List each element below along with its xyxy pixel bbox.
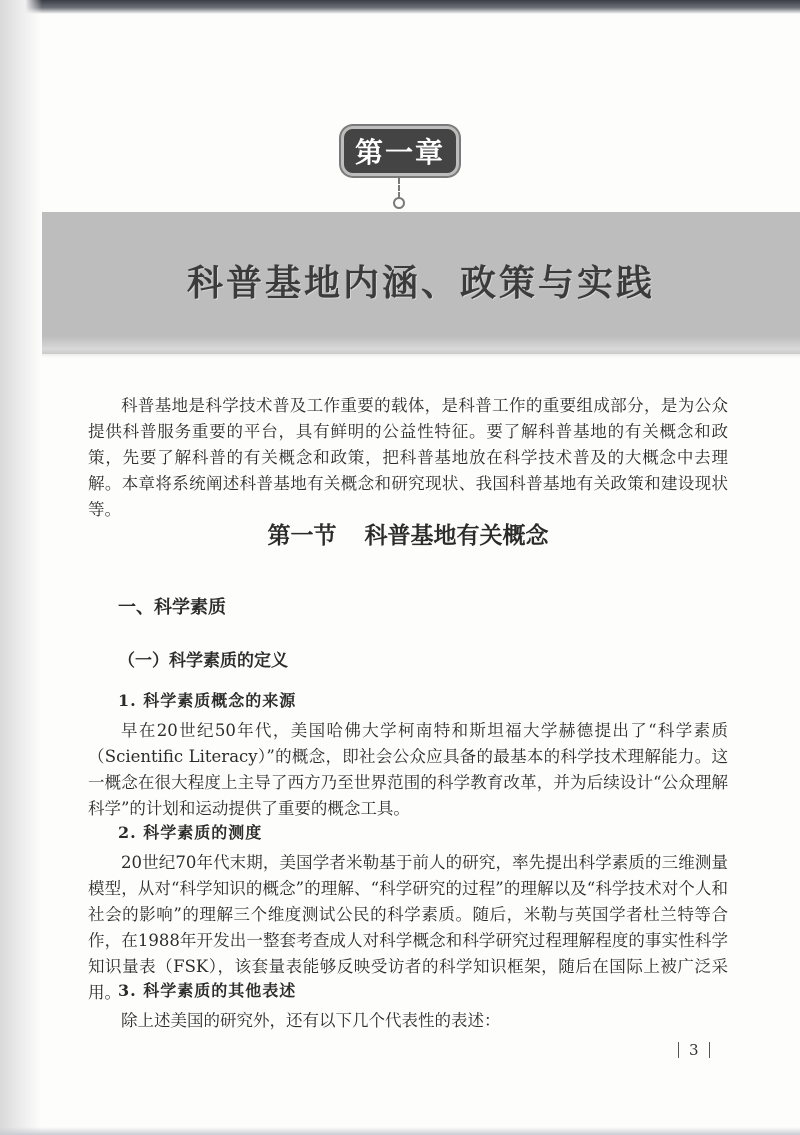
intro-paragraph: 科普基地是科学技术普及工作重要的载体，是科普工作的重要组成部分，是为公众提供科普服务重要的平台，具有鲜明的公益性特征。要了解科普基地的有关概念和政策，先要了解科普的有关概念和政策，把科普基地放在科学技术普及的大概念中去理解。本章将系统阐述科普基地有关概念和研究现状、我国科普基地有关政策和建设现状等。 (88, 396, 728, 519)
item-paragraph-3: 除上述美国的研究外，还有以下几个代表性的表述： (121, 1011, 501, 1030)
item-heading-2: 2. 科学素质的测度 (118, 823, 263, 842)
scan-edge-top (0, 0, 800, 14)
item-heading-3: 3. 科学素质的其他表述 (118, 981, 297, 1000)
chapter-badge (341, 126, 459, 176)
section-title: 科普基地有关概念 (364, 523, 549, 549)
page-number-bar-right (709, 1042, 710, 1058)
item-heading-1: 1. 科学素质概念的来源 (118, 691, 297, 710)
heading-level-2: （一）科学素质的定义 (118, 651, 288, 671)
chapter-badge-label: 第一章 (354, 136, 445, 169)
item-paragraph-1: 早在20世纪50年代，美国哈佛大学柯南特和斯坦福大学赫德提出了“科学素质（Scientific Literacy）”的概念，即社会公众应具备的最基本的科学技术理解能力。这一概念在很大程度上主导了西方乃至世界范围的科学教育改革，并为后续设计“公众理解科学”的计划和运动提供了重要的概念工具。 (88, 721, 728, 818)
page-number (678, 1041, 710, 1059)
chapter-title: 科普基地内涵、政策与实践 (186, 263, 655, 304)
page-number-value: 3 (689, 1041, 699, 1059)
chapter-title-band-shadow (42, 336, 800, 358)
heading-level-1: 一、科学素质 (118, 597, 226, 618)
section-heading (88, 517, 728, 550)
item-paragraph-2: 20世纪70年代末期，美国学者米勒基于前人的研究，率先提出科学素质的三维测量模型，从对“科学知识的概念”的理解、“科学研究的过程”的理解以及“科学技术对个人和社会的影响”的理解三个维度测试公民的科学素质。随后，米勒与英国学者杜兰特等合作，在1988年开发出一整套考查成人对科学概念和科学研究过程理解程度的事实性科学知识量表（FSK），该套量表能够反映受访者的科学知识框架，随后在国际上被广泛采用。 (88, 853, 728, 1002)
section-number: 第一节 (267, 523, 337, 549)
badge-connector-dot (393, 197, 405, 209)
badge-connector-line (398, 178, 400, 198)
page-number-bar-left (678, 1042, 679, 1058)
scan-edge-bottom (0, 1127, 800, 1135)
scan-edge-left (0, 0, 42, 1135)
